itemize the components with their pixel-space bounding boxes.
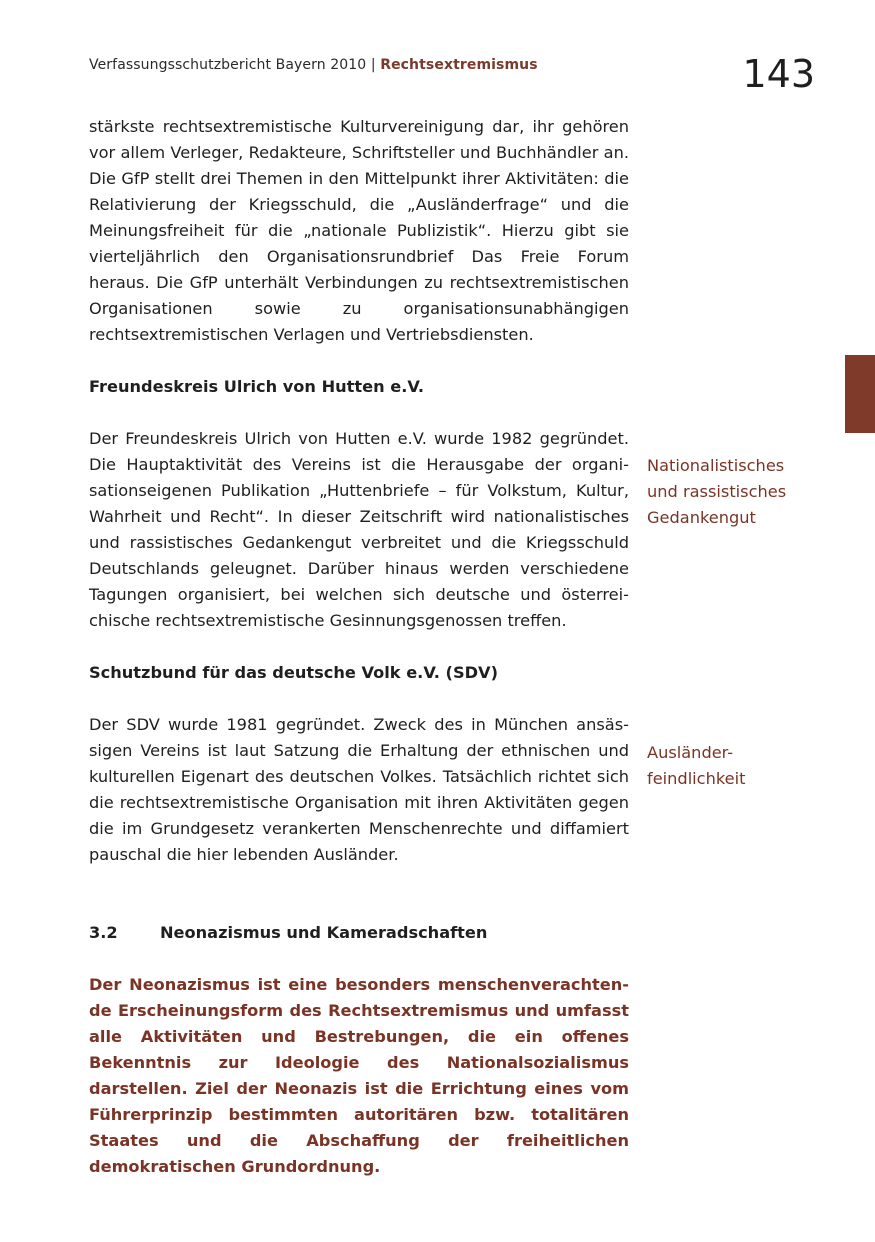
margin-note-line: und rassistisches [647, 482, 787, 501]
spacer [89, 686, 629, 712]
margin-note-line: feindlichkeit [647, 769, 746, 788]
section-number: 3.2 [89, 923, 118, 942]
spacer [89, 400, 629, 426]
paragraph-freundeskreis: Der Freundeskreis Ulrich von Hutten e.V. wurde 1982 gegründet. Die Hauptaktivität des Vereins ist die Herausgabe der organisationseigenen Publikation „Huttenbriefe – für Volkstum, Kultur, Wahrheit und Recht“. In dieser Zeitschrift wird nationalistisches und rassistisches Gedankengut verbreitet und die Kriegsschuld Deutschlands geleugnet. Darüber hinaus werden verschiedene Tagungen organisiert, bei welchen sich deutsche und österreichische rechtsextremistische Gesinnungsgenossen treffen. [89, 429, 629, 630]
section-intro: Der Neonazismus ist eine besonders menschenverachtende Erscheinungsform des Rechtsextremismus und umfasst alle Aktivitäten und Bestrebungen, die ein offenes Bekenntnis zur Ideologie des Nationalsozialismus darstellen. Ziel der Neonazis ist die Errichtung eines vom Führerprinzip bestimmten autoritären bzw. totalitären Staates und die Abschaffung der freiheitlichen demokratischen Grundordnung. [89, 975, 629, 1176]
heading-freundeskreis: Freundeskreis Ulrich von Hutten e.V. [89, 377, 424, 396]
page-number: 143 [742, 52, 815, 96]
paragraph-sdv: Der SDV wurde 1981 gegründet. Zweck des in München ansässigen Vereins ist laut Satzung die Erhaltung der ethnischen und kulturellen Eigenart des deutschen Volkes. Tatsächlich richtet sich die rechtsextremistische Organisation mit ihren Aktivitäten gegen die im Grundgesetz verankerten Menschenrechte und diffamiert pauschal die hier lebenden Ausländer. [89, 715, 629, 864]
margin-note-line: Ausländer- [647, 743, 734, 762]
running-header [89, 57, 538, 73]
spacer [89, 868, 629, 920]
spacer [89, 946, 629, 972]
spacer [89, 634, 629, 660]
chapter-tab-marker [845, 355, 875, 433]
margin-note-line: Nationalistisches [647, 456, 785, 475]
main-text-column [89, 114, 629, 1180]
report-title: Verfassungsschutzbericht Bayern 2010 [89, 57, 367, 73]
section-title: Neonazismus und Kameradschaften [160, 923, 488, 942]
heading-sdv: Schutzbund für das deutsche Volk e.V. (SDV) [89, 663, 498, 682]
header-separator: | [366, 57, 381, 73]
margin-note-xenophobia [647, 740, 847, 792]
paragraph-gfp: stärkste rechtsextremistische Kulturvereinigung dar, ihr gehören vor allem Verleger, Redakteure, Schriftsteller und Buchhändler an. Die GfP stellt drei Themen in den Mittelpunkt ihrer Aktivitäten: die Relativierung der Kriegsschuld, die „Ausländerfrage“ und die Meinungsfreiheit für die „nationale Publizistik“. Hierzu gibt sie vierteljährlich den Organisationsrundbrief Das Freie Forum heraus. Die GfP unterhält Verbindungen zu rechtsextremistischen Organisationen sowie zu organisationsunabhängigen rechtsextremistischen Verlagen und Vertriebsdiensten. [89, 117, 629, 344]
margin-note-line: Gedankengut [647, 508, 756, 527]
section-heading [89, 920, 629, 946]
margin-note-nationalism [647, 453, 847, 531]
spacer [89, 348, 629, 374]
chapter-name: Rechtsextremismus [380, 57, 538, 73]
